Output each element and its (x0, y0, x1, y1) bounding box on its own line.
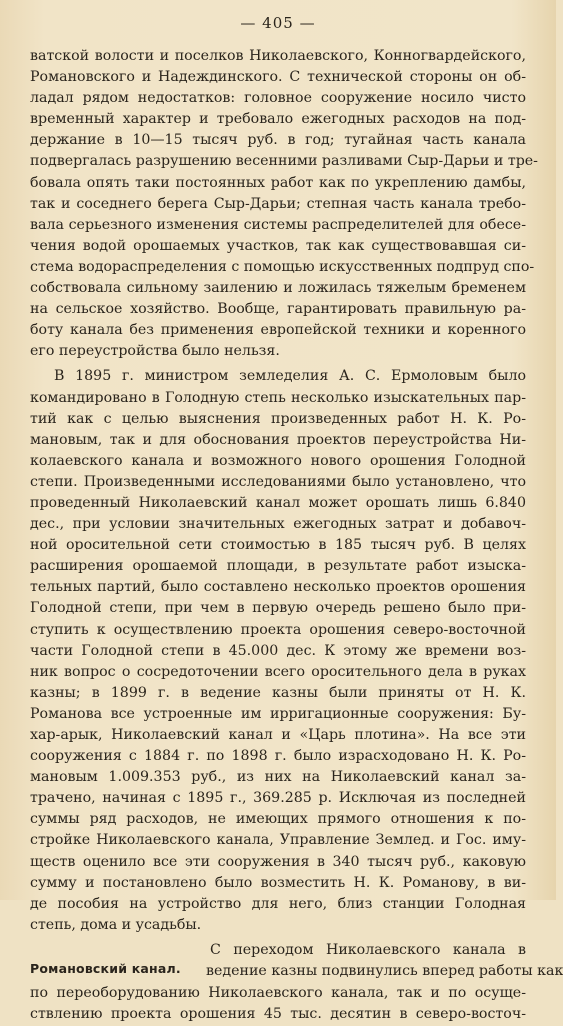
text-line: стема водораспределения с помощью искусственных подпруд спо- (30, 258, 535, 275)
text-line: подвергалась разрушению весенними разливами Сыр-Дарьи и тре- (30, 153, 538, 170)
text-line: степь, дома и усадьбы. (30, 916, 202, 933)
body-text (30, 46, 563, 1026)
text-line: ватской волости и поселков Николаевского, Конногвардейского, (30, 48, 526, 64)
text-line: колаевского канала и возможного нового орошения Голодной (30, 452, 526, 469)
text-line: ществ оценило все эти сооружения в 340 тысяч руб., каковую (30, 853, 526, 870)
text-line: тельных партий, было составлено несколько проектов орошения (30, 579, 526, 596)
text-line: ник вопрос о сосредоточении всего оросительного дела в руках (30, 663, 526, 680)
text-line: казны; в 1899 г. в ведение казны были приняты от Н. К. (30, 684, 526, 701)
text-line: держание в 10—15 тысяч руб. в год; тугайная часть канала (30, 132, 526, 149)
text-line: на сельское хозяйство. Вообще, гарантировать правильную ра- (30, 301, 526, 318)
text-line: командировано в Голодную степь несколько изыскательных пар- (30, 389, 526, 406)
text-line: части Голодной степи в 45.000 дес. К этому же времени воз- (30, 642, 526, 659)
text-line: ладал рядом недостатков: головное сооружение носило чисто (30, 90, 526, 107)
text-line: трачено, начиная с 1895 г., 369.285 р. Исключая из последней (30, 790, 526, 807)
text-line: Романова все устроенные им ирригационные сооружения: Бу- (30, 705, 526, 722)
text-line: его переустройства было нельзя. (30, 343, 280, 360)
text-line: бовала опять таки постоянных работ как по укреплению дамбы, (30, 174, 526, 191)
text-line: чения водой орошаемых участков, так как существовавшая си- (30, 237, 526, 254)
text-line: ной оросительной сети стоимостью в 185 тысяч руб. В целях (30, 537, 526, 554)
text-line: ступить к осуществлению проекта орошения северо-восточной (30, 621, 526, 638)
text-line: временный характер и требовало ежегодных расходов на под- (30, 111, 526, 128)
text-line: ведение казны подвинулись вперед работы как (206, 962, 563, 979)
text-line: ствлению проекта орошения 45 тыс. десятин в северо-восточ- (30, 1005, 526, 1022)
text-line: де пособия на устройство для него, близ станции Голодная (30, 895, 526, 912)
text-line: по переоборудованию Николаевского канала, так и по осуще- (30, 984, 526, 1001)
text-line: тий как с целью выяснения произведенных работ Н. К. Ро- (30, 410, 526, 427)
text-line: так и соседнего берега Сыр-Дарьи; степная часть канала требо- (30, 195, 526, 212)
text-line: мановым 1.009.353 руб., из них на Николаевский канал за- (30, 769, 526, 786)
section-romanovsky-canal (30, 940, 563, 1026)
text-line: боту канала без применения европейской техники и коренного (30, 322, 526, 339)
text-line: расширения орошаемой площади, в результате работ изыска- (30, 558, 526, 575)
section-title: Романовский канал. (30, 960, 181, 976)
text-line: степи. Произведенными исследованиями было установлено, что (30, 473, 526, 490)
text-line: суммы ряд расходов, не имеющих прямого отношения к по- (30, 811, 526, 828)
text-line: сооружения с 1884 г. по 1898 г. было израсходовано Н. К. Ро- (30, 748, 526, 765)
text-line: стройке Николаевского канала, Управление Землед. и Гос. иму- (30, 832, 526, 849)
text-line: собствовала сильному заилению и ложилась тяжелым бременем (30, 280, 526, 297)
text-line: вала серьезного изменения системы распределителей для обесе- (30, 216, 526, 233)
text-line: Романовского и Надеждинского. С технической стороны он об- (30, 69, 526, 86)
text-line: хар-арык, Николаевский канал и «Царь плотина». На все эти (30, 727, 526, 743)
text-line: мановым, так и для обоснования проектов переустройства Ни- (30, 431, 526, 448)
paragraph-2 (30, 366, 526, 936)
text-line: В 1895 г. министром земледелия А. С. Ермоловым было (54, 368, 526, 385)
text-line: сумму и постановлено было возместить Н. К. Романову, в ви- (30, 874, 526, 891)
text-line: проведенный Николаевский канал может орошать лишь 6.840 (30, 494, 526, 511)
text-line: Голодной степи, при чем в первую очередь решено было при- (30, 600, 526, 617)
page-number: — 405 — (240, 14, 316, 32)
paragraph-1 (30, 46, 538, 362)
text-line: С переходом Николаевского канала в (210, 941, 526, 958)
text-line: дес., при условии значительных ежегодных затрат и добавоч- (30, 516, 526, 533)
